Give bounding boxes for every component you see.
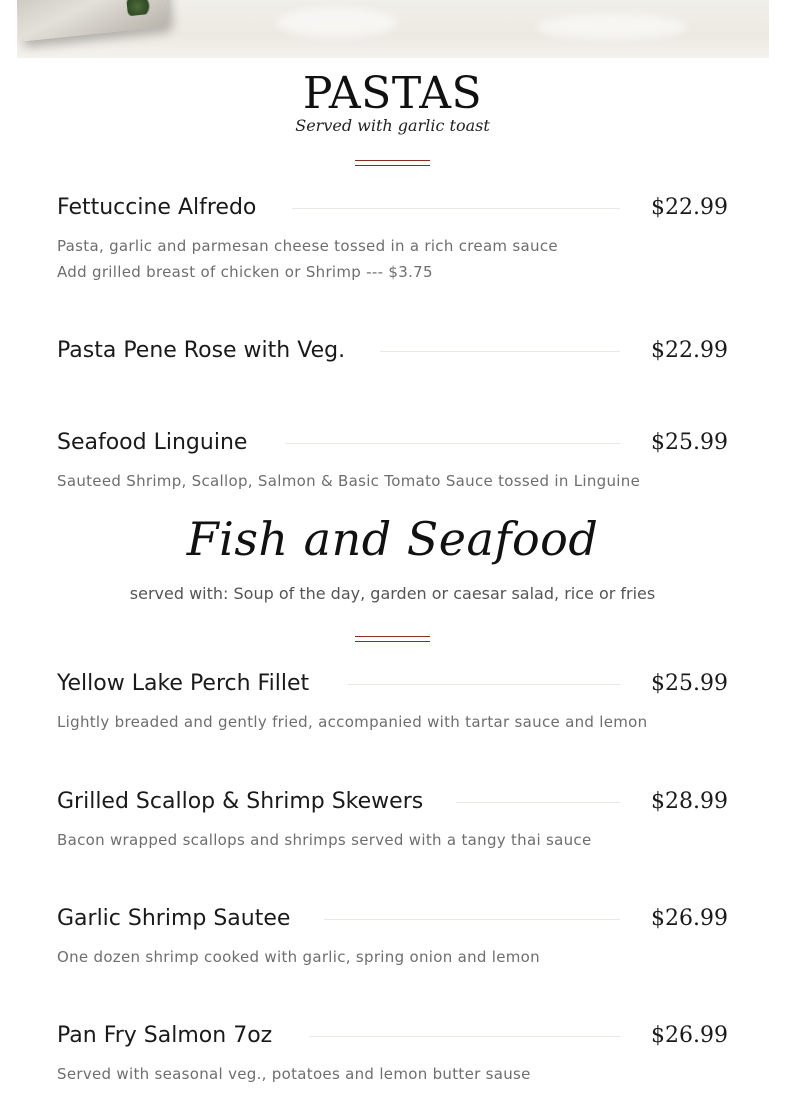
leader-line [285, 443, 620, 444]
leader-line [309, 1036, 620, 1037]
leader-line [380, 351, 620, 352]
menu-item-price: $25.99 [651, 430, 728, 455]
menu-item-name: Yellow Lake Perch Fillet [57, 671, 310, 696]
menu-item-price: $26.99 [651, 1023, 728, 1048]
menu-item [57, 668, 728, 735]
menu-item [57, 427, 728, 494]
menu-item [57, 903, 728, 970]
menu-item [57, 786, 728, 853]
menu-item-name: Garlic Shrimp Sautee [57, 906, 291, 931]
leader-line [348, 684, 620, 685]
menu-item-description: Bacon wrapped scallops and shrimps served with a tangy thai sauce [57, 831, 592, 849]
section-subtitle-pastas: Served with garlic toast [295, 116, 490, 135]
menu-item-description: Sauteed Shrimp, Scallop, Salmon & Basic Tomato Sauce tossed in Linguine [57, 472, 641, 490]
leader-line [292, 208, 620, 209]
menu-item-description: Lightly breaded and gently fried, accompanied with tartar sauce and lemon [57, 713, 648, 731]
section-title-pastas: PASTAS [302, 68, 483, 119]
menu-item-description: One dozen shrimp cooked with garlic, spring onion and lemon [57, 948, 540, 966]
section-title-fish: Fish and Seafood [186, 512, 599, 566]
menu-item-name: Seafood Linguine [57, 430, 248, 455]
menu-item-description: Pasta, garlic and parmesan cheese tossed in a rich cream sauce Add grilled breast of chicken or Shrimp --- $3.75 [57, 237, 558, 281]
leader-line [456, 802, 620, 803]
section-subtitle-fish: served with: Soup of the day, garden or caesar salad, rice or fries [129, 584, 656, 603]
menu-item-name: Pan Fry Salmon 7oz [57, 1023, 273, 1048]
leader-line [324, 919, 620, 920]
header-banner [17, 0, 769, 58]
menu-item-price: $25.99 [651, 671, 728, 696]
section-divider [355, 636, 430, 642]
menu-item-description: Served with seasonal veg., potatoes and lemon butter sause [57, 1065, 531, 1083]
menu-item-price: $26.99 [651, 906, 728, 931]
menu-item-price: $22.99 [651, 338, 728, 363]
menu-item-price: $22.99 [651, 195, 728, 220]
menu-item-name: Grilled Scallop & Shrimp Skewers [57, 789, 424, 814]
menu-item [57, 335, 728, 367]
menu-item-price: $28.99 [651, 789, 728, 814]
menu-item [57, 192, 728, 285]
menu-item-name: Fettuccine Alfredo [57, 195, 257, 220]
section-divider [355, 160, 430, 166]
menu-item [57, 1020, 728, 1087]
menu-item-name: Pasta Pene Rose with Veg. [57, 338, 346, 363]
food-photo [17, 0, 169, 42]
